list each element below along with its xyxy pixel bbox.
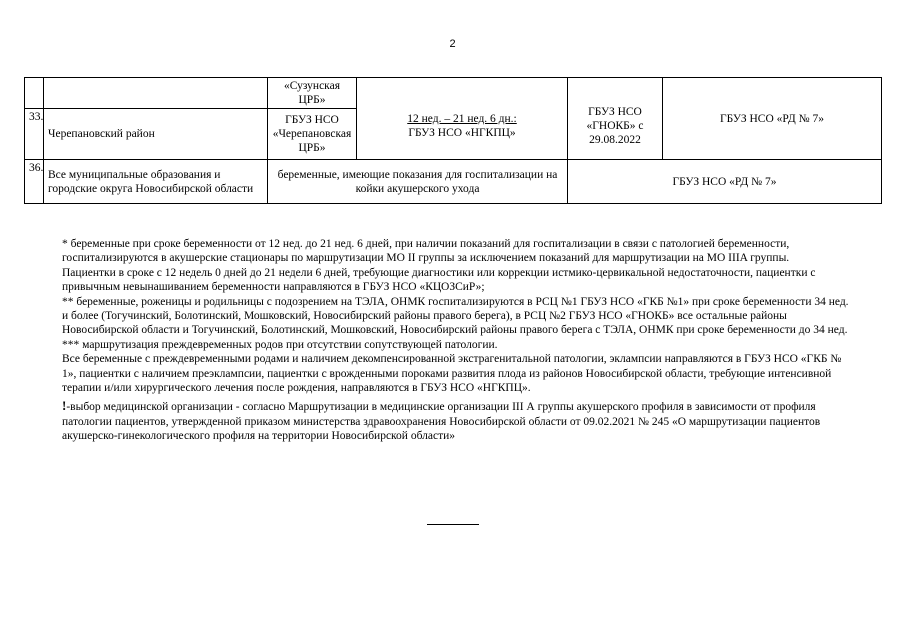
exclamation-mark: ! <box>62 398 67 414</box>
footnote <box>62 399 852 443</box>
gnokb-cell <box>568 78 663 160</box>
row-number-cell: 33. <box>25 109 44 160</box>
rd-cell: ГБУЗ НСО «РД № 7» <box>663 78 882 160</box>
footnote: Все беременные с преждевременными родами и наличием декомпенсированной экстрагенитальной патологии, эклампсии направляются в ГБУЗ НСО «ГКБ № 1», пациентки с наличием преэклампсии, пациентки с врожденными пороками развития плода из районов Новосибирской области, требующие интенсивной терапии и/или хирургического лечения после рождения, направляются в ГБУЗ НСО «НГКПЦ». <box>62 353 842 395</box>
rule-weeks: 12 нед. – 21 нед. 6 дн.: <box>407 112 517 125</box>
row-number-cell <box>25 78 44 109</box>
criteria-cell: беременные, имеющие показания для госпитализации на койки акушерского ухода <box>268 160 568 204</box>
footnote: Пациентки в сроке с 12 недель 0 дней до 21 недели 6 дней, требующие диагностики или коррекции истмико-цервикальной недостаточности, пациентки с привычным невынашиванием беременности направляются в ГБУЗ НСО «КЦОЗСиР»; <box>62 266 816 294</box>
page-number: 2 <box>449 38 456 50</box>
area-cell: Черепановский район <box>44 109 268 160</box>
hospital-cell: ГБУЗ НСО «Черепановская ЦРБ» <box>268 109 357 160</box>
footnotes <box>62 237 852 444</box>
gnokb-text: ГБУЗ НСО «ГНОКБ» с 29.08.2022 <box>586 105 644 146</box>
footnote: *** маршрутизация преждевременных родов при отсутствии сопутствующей патологии. <box>62 338 498 351</box>
table-row <box>25 78 882 109</box>
closing-line <box>427 524 479 525</box>
footnote-text: -выбор медицинской организации - согласно Маршрутизации в медицинские организации III А группы акушерского профиля в зависимости от профиля патологии пациентов, утвержденной приказом министерства здравоохранения Новосибирской области от 09.02.2021 № 245 «О маршрутизации пациентов акушерско-гинекологического профиля на территории Новосибирской области» <box>62 401 821 443</box>
rd-cell: ГБУЗ НСО «РД № 7» <box>568 160 882 204</box>
footnote: ** беременные, роженицы и родильницы с подозрением на ТЭЛА, ОНМК госпитализируются в РСЦ №1 ГБУЗ НСО «ГКБ №1» при сроке беременности 34 нед. и более (Тогучинский, Болотинский, Мошковский, Новосибирский районы правого берега), в РСЦ №2 ГБУЗ НСО «ГНОКБ» все остальные районы Новосибирской области и Тогучинский, Болотинский, Мошковский, Новосибирский районы правого берега с ТЭЛА, ОНМК при сроке беременности до 34 нед. <box>62 295 849 337</box>
footnote: * беременные при сроке беременности от 12 нед. до 21 нед. 6 дней, при наличии показаний для госпитализации в связи с патологией беременности, госпитализируются в акушерские стационары по маршрутизации МО II группы за исключением показаний для маршрутизации на МО IIIA группы. <box>62 238 790 265</box>
routing-table <box>24 77 882 204</box>
rule-center: ГБУЗ НСО «НГКПЦ» <box>408 126 516 139</box>
row-number-cell: 36. <box>25 160 44 204</box>
rule-cell <box>357 78 568 160</box>
table-row <box>25 160 882 204</box>
area-cell: Все муниципальные образования и городские округа Новосибирской области <box>44 160 268 204</box>
area-cell <box>44 78 268 109</box>
hospital-cell: «Сузунская ЦРБ» <box>268 78 357 109</box>
